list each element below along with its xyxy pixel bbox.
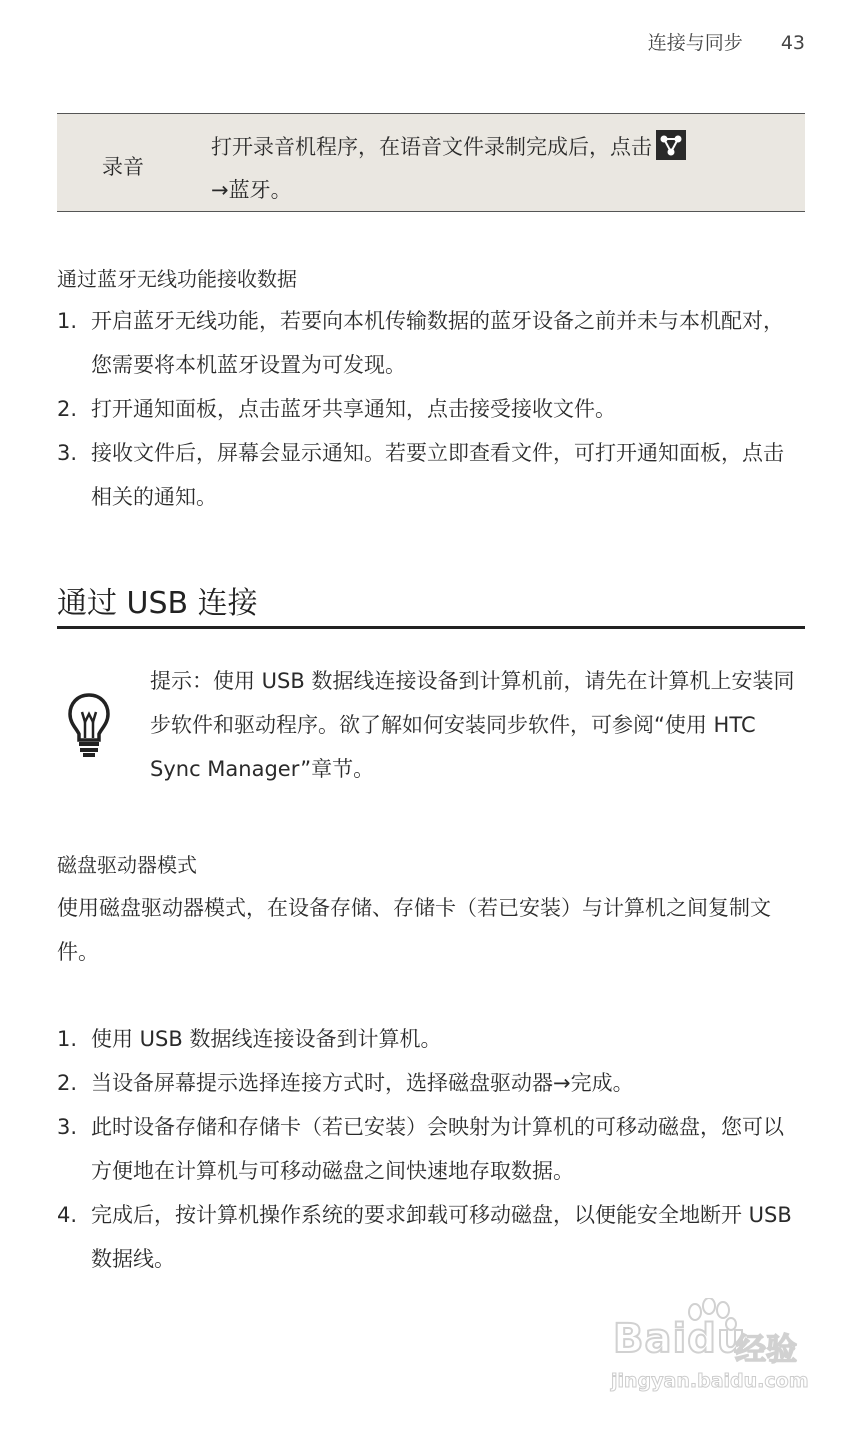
- step-number: 4.: [57, 1203, 78, 1227]
- step-text: 当设备屏幕提示选择连接方式时，选择磁盘驱动器→完成。: [91, 1071, 634, 1095]
- step-text: 开启蓝牙无线功能，若要向本机传输数据的蓝牙设备之前并未与本机配对，您需要将本机蓝牙设置为可发现。: [91, 309, 784, 377]
- tip-text: 提示：使用 USB 数据线连接设备到计算机前，请先在计算机上安装同步软件和驱动程序。欲了解如何安装同步软件，可参阅“使用 HTC Sync Manager”章节。: [150, 669, 795, 781]
- step-text: 接收文件后，屏幕会显示通知。若要立即查看文件，可打开通知面板，点击相关的通知。: [91, 441, 784, 509]
- share-icon: [656, 130, 686, 160]
- step-text: 使用 USB 数据线连接设备到计算机。: [91, 1027, 442, 1051]
- page-header: [648, 28, 805, 55]
- section-divider: [57, 626, 805, 629]
- step-number: 1.: [57, 309, 78, 333]
- list-item: [57, 299, 797, 387]
- disk-mode-heading: 磁盘驱动器模式: [57, 853, 197, 877]
- step-number: 1.: [57, 1027, 78, 1051]
- list-item: [57, 1061, 797, 1105]
- list-item: [57, 1105, 797, 1193]
- step-text: 打开通知面板，点击蓝牙共享通知，点击接受接收文件。: [91, 397, 616, 421]
- baidu-watermark: [607, 1298, 812, 1398]
- lightbulb-icon: [66, 692, 112, 762]
- list-item: [57, 1017, 797, 1061]
- watermark-url: jingyan.baidu.com: [611, 1370, 809, 1392]
- step-text: 此时设备存储和存储卡（若已安装）会映射为计算机的可移动磁盘，您可以方便地在计算机与可移动磁盘之间快速地存取数据。: [91, 1115, 784, 1183]
- bluetooth-receive-steps: [57, 299, 797, 519]
- bluetooth-receive-heading: 通过蓝牙无线功能接收数据: [57, 267, 297, 291]
- list-item: [57, 1193, 797, 1281]
- feature-table-row: [57, 113, 805, 212]
- disk-mode-intro: 使用磁盘驱动器模式，在设备存储、存储卡（若已安装）与计算机之间复制文件。: [57, 896, 771, 964]
- table-row-description: [211, 126, 771, 212]
- step-number: 3.: [57, 441, 78, 465]
- step-number: 2.: [57, 1071, 78, 1095]
- list-item: [57, 387, 797, 431]
- watermark-brand: Baidu: [613, 1316, 747, 1362]
- header-section-title: 连接与同步: [647, 32, 743, 54]
- watermark-cn: 经验: [735, 1332, 797, 1368]
- page-number: 43: [780, 32, 805, 54]
- step-number: 2.: [57, 397, 78, 421]
- table-row-desc-line1: 打开录音机程序，在语音文件录制完成后，点击: [211, 135, 652, 159]
- table-row-desc-line2: →蓝牙。: [211, 178, 292, 202]
- usb-section-title: 通过 USB 连接: [57, 586, 258, 621]
- disk-mode-steps: [57, 1017, 797, 1281]
- step-text: 完成后，按计算机操作系统的要求卸载可移动磁盘，以便能安全地断开 USB 数据线。: [91, 1203, 792, 1271]
- list-item: [57, 431, 797, 519]
- table-row-label: 录音: [102, 155, 144, 179]
- step-number: 3.: [57, 1115, 78, 1139]
